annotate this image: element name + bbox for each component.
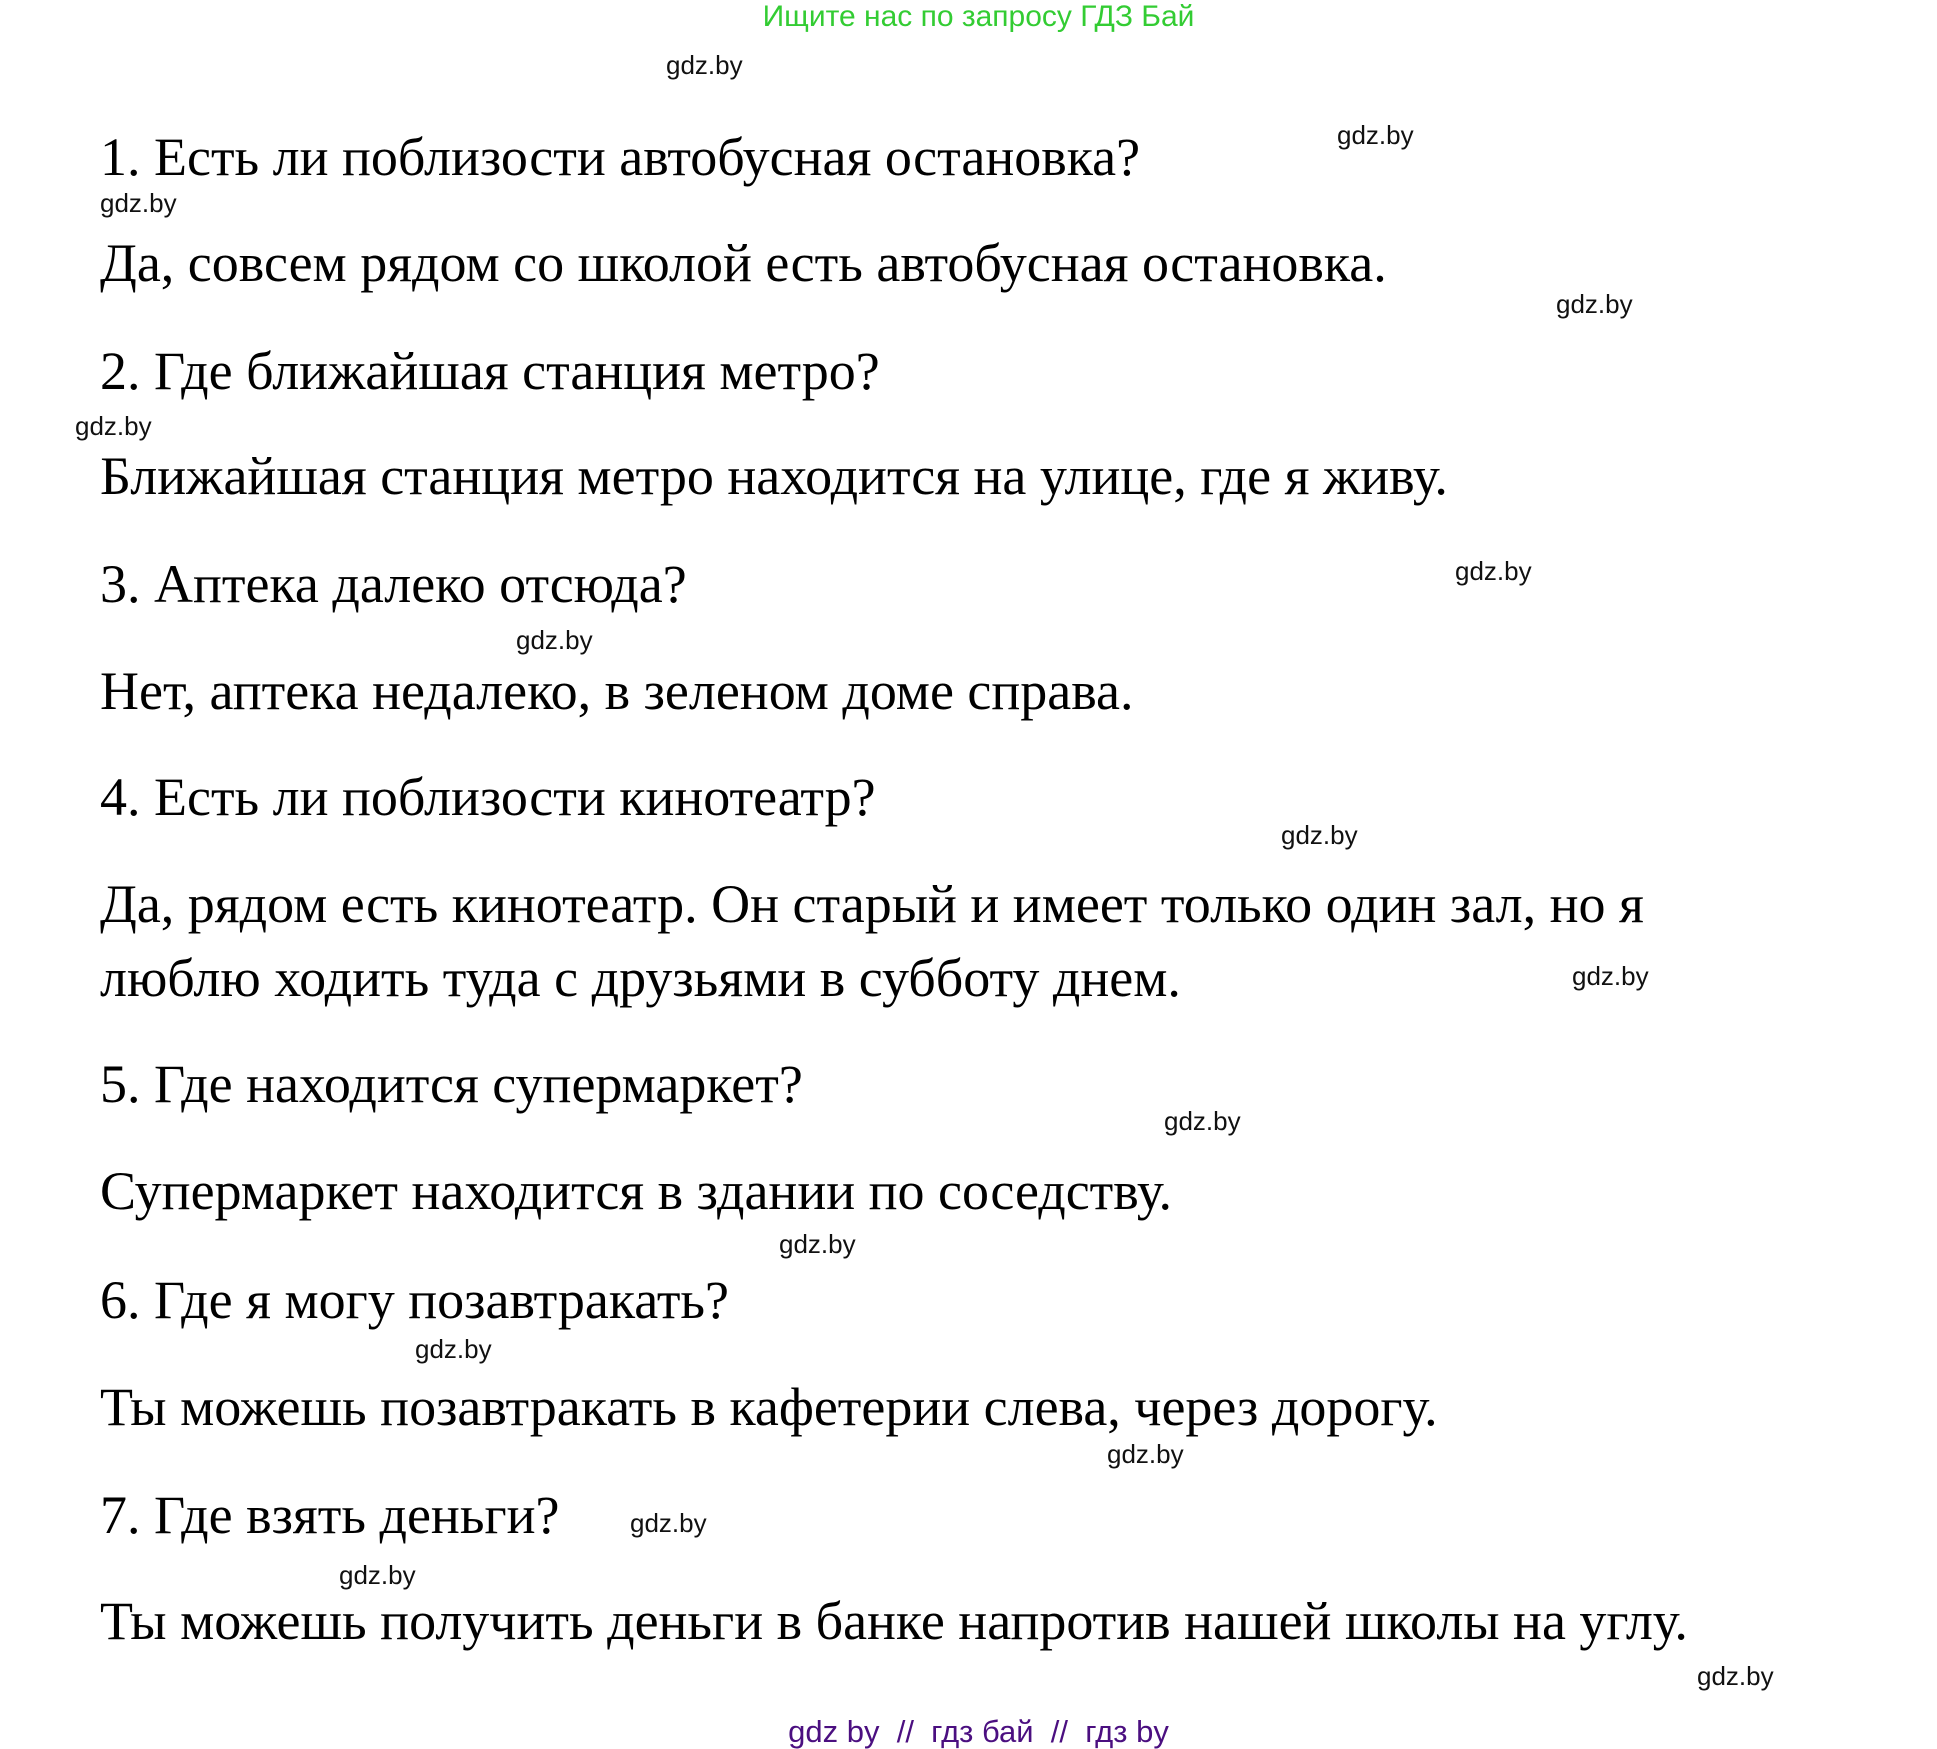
watermark: gdz.by <box>1281 820 1358 850</box>
answer-1: Да, совсем рядом со школой есть автобусная остановка. <box>100 233 1387 293</box>
question-4: 4. Есть ли поблизости кинотеатр? <box>100 767 876 827</box>
answer-7: Ты можешь получить деньги в банке напротив нашей школы на углу. <box>100 1591 1688 1651</box>
question-6: 6. Где я могу позавтракать? <box>100 1270 730 1330</box>
question-1: 1. Есть ли поблизости автобусная остановка? <box>100 127 1141 187</box>
answer-3: Нет, аптека недалеко, в зеленом доме справа. <box>100 661 1134 721</box>
watermark: gdz.by <box>1164 1106 1241 1136</box>
answer-6: Ты можешь позавтракать в кафетерии слева, через дорогу. <box>100 1377 1438 1437</box>
footer-links: gdz by // гдз бай // гдз by <box>788 1714 1169 1749</box>
watermark: gdz.by <box>630 1508 707 1538</box>
search-hint-banner: Ищите нас по запросу ГДЗ Бай <box>762 0 1195 33</box>
answer-4-line-2: люблю ходить туда с друзьями в субботу днем. <box>100 948 1181 1008</box>
watermark: gdz.by <box>666 50 743 80</box>
answer-2: Ближайшая станция метро находится на улице, где я живу. <box>100 446 1448 506</box>
question-7: 7. Где взять деньги? <box>100 1485 560 1545</box>
answer-4-line-1: Да, рядом есть кинотеатр. Он старый и имеет только один зал, но я <box>100 874 1644 934</box>
watermark: gdz.by <box>1107 1439 1184 1469</box>
watermark: gdz.by <box>75 411 152 441</box>
watermark: gdz.by <box>1337 120 1414 150</box>
watermark: gdz.by <box>779 1229 856 1259</box>
question-2: 2. Где ближайшая станция метро? <box>100 341 880 401</box>
question-3: 3. Аптека далеко отсюда? <box>100 554 687 614</box>
watermark: gdz.by <box>516 625 593 655</box>
watermark: gdz.by <box>1455 556 1532 586</box>
answer-5: Супермаркет находится в здании по соседству. <box>100 1161 1173 1221</box>
watermark: gdz.by <box>415 1334 492 1364</box>
watermark: gdz.by <box>100 188 177 218</box>
watermark: gdz.by <box>1572 961 1649 991</box>
watermark: gdz.by <box>1697 1661 1774 1691</box>
question-5: 5. Где находится супермаркет? <box>100 1054 803 1114</box>
watermark: gdz.by <box>1556 289 1633 319</box>
watermark: gdz.by <box>339 1560 416 1590</box>
